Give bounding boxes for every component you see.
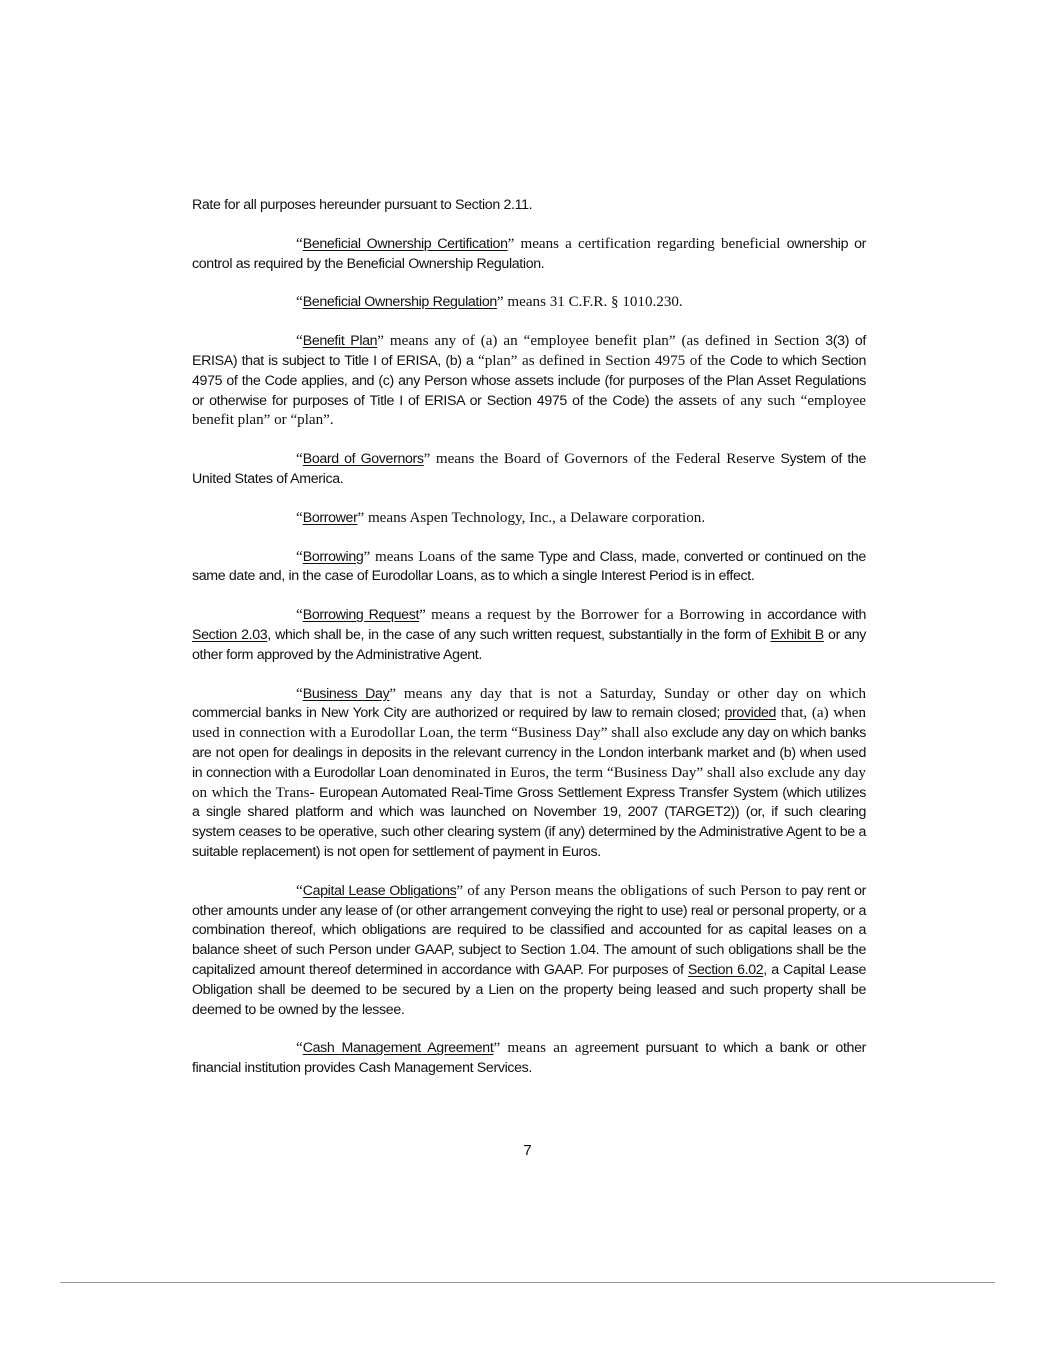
page-number: 7: [523, 1142, 532, 1159]
definition-lead: ” means a request by the Borrower for a Borrowing in: [419, 607, 762, 624]
definition-lead: ” means a certification regarding beneficial: [507, 235, 781, 252]
defined-term: Benefit Plan: [302, 333, 378, 350]
definition-body: exclude any day on which banks are not open for dealings in deposits in the relevant currency in the London interbank market and (b) when used in connection with a Eurodollar Loan: [192, 725, 866, 781]
definition-body: other financial institution provides Cash Management Services.: [192, 1040, 866, 1077]
definition-body-serif: ts of any such “employee benefit plan” or “plan”.: [192, 392, 866, 429]
defined-term: Beneficial Ownership Regulation: [302, 294, 497, 311]
definition-lead-sans: the same Type and Class, made, converted or: [472, 548, 760, 565]
defined-term: Borrowing: [302, 548, 364, 565]
document-page: [192, 196, 866, 1098]
definition-body-serif: “plan” as defined in Section 4975 of the: [473, 352, 726, 369]
definition-body: or any other form approved by the Administrative Agent.: [192, 626, 866, 663]
definition-lead: ” means the Board of Governors of the Federal Reserve: [423, 451, 775, 468]
defined-term: Borrowing Request: [302, 607, 420, 624]
definition-board-of-governors: “Board of Governors” means the Board of Governors of the Federal Reserve System of the United States of America.: [192, 451, 866, 487]
definition-lead: ” means an agre: [493, 1040, 601, 1057]
definition-lead-sans: ement pursuant to which a bank or: [600, 1040, 829, 1057]
defined-term: Cash Management Agreement: [302, 1040, 494, 1057]
definition-body: System of the United States of America.: [192, 451, 866, 487]
intro-text: Rate for all purposes hereunder pursuant to Section 2.11.: [192, 197, 533, 213]
definition-cash-management-agreement: “Cash Management Agreement” means an agreement pursuant to which a bank or other financial institution provides Cash Management Services.: [192, 1040, 866, 1077]
definition-lead: ” means Aspen Technology, Inc., a Delaware corporation.: [357, 509, 706, 526]
defined-term: Business Day: [302, 685, 390, 702]
defined-term: Borrower: [302, 509, 358, 526]
definition-body: ownership or control as required by the Beneficial Ownership Regulation.: [192, 235, 867, 272]
page-divider: [60, 1282, 995, 1283]
definition-borrower: “Borrower” means Aspen Technology, Inc., a Delaware corporation.: [296, 509, 706, 526]
definition-capital-lease-obligations: “Capital Lease Obligations” of any Person means the obligations of such Person to pay rent or other amounts under any lease of (or other arrangement conveying the right to use) real or personal property, or a combination thereof, which obligations are required to be classified and accounted for as capital leases on a balance sheet of such Person under GAAP, subject to Section 1.04. The amount of such obligations shall be the capitalized amount thereof determined in accordance with GAAP. For purposes of Section 6.02, a Capital Lease Obligation shall be deemed to be secured by a Lien on the property being leased and such property shall be deemed to be owned by the lessee.: [192, 882, 866, 1018]
definition-lead: ” means Loans of: [363, 548, 473, 565]
definition-body: pay rent or other amounts under any lease of (or other arrangement conveying the right to use) real or personal property, or a combination thereof, which obligations are required to be classified and accounted for as capital leases on a balance sheet of such Person under GAAP, subject to Section 1.04. The amount of such obligations shall be the capitalized amount thereof determined in accordance with GAAP. For purposes of: [192, 882, 866, 978]
proviso-term: provided: [724, 705, 777, 722]
definition-body: , a Capital Lease Obligation shall be deemed to be secured by a Lien on the property being leased and such property shall be deemed to be owned by the lessee.: [192, 961, 866, 1018]
definition-lead: ” of any Person means the obligations of such Person to: [456, 882, 798, 899]
intro-paragraph: [192, 196, 866, 216]
definition-lead: ” means 31 C.F.R. § 1010.230.: [496, 294, 683, 311]
exhibit-reference: Exhibit B: [770, 626, 824, 643]
definition-body-serif: denominated in Euros, the term “Business Day” shall also exclude any day on which the Trans-: [192, 764, 866, 801]
definition-body: European Automated Real-Time Gross Settlement Express Transfer System (which utilizes a single shared platform and which was launched on November 19, 2007 (TARGET2)) (or, if such clearing system ceases to be operative, such other clearing system (if any) determined by the Administrative Agent to be a suitable replacement) is not open for settlement of payment in Euros.: [192, 784, 866, 860]
definition-body: continued on the same date and, in the case of Eurodollar Loans, as to which a single Interest Period is in effect.: [192, 548, 866, 585]
definition-lead: ” means any day that is not a Saturday, Sunday or other day on which: [389, 685, 867, 702]
section-reference: Section 2.03: [192, 626, 268, 643]
definition-body: , which shall be, in the case of any such written request, substantially in the form of: [267, 626, 771, 643]
definition-body: commercial banks in New York City are authorized or required by law to remain closed;: [192, 705, 725, 722]
definition-beneficial-ownership-regulation: “Beneficial Ownership Regulation” means 31 C.F.R. § 1010.230.: [296, 294, 683, 311]
definition-body-serif: that, (a) when used in connection with a Eurodollar Loan, the term “Business Day” shall also: [192, 705, 866, 742]
definition-beneficial-ownership-certification: “Beneficial Ownership Certification” means a certification regarding beneficial ownership or control as required by the Beneficial Ownership Regulation.: [192, 235, 867, 272]
section-reference: Section 6.02: [687, 961, 764, 978]
definition-borrowing: “Borrowing” means Loans of the same Type and Class, made, converted or continued on the same date and, in the case of Eurodollar Loans, as to which a single Interest Period is in effect.: [192, 548, 866, 585]
definition-body: accordance with: [767, 607, 866, 624]
definition-body: 3(3) of ERISA) that is subject to Title I of ERISA, (b) a: [192, 333, 866, 369]
definition-business-day: “Business Day” means any day that is not a Saturday, Sunday or other day on which commercial banks in New York City are authorized or required by law to remain closed; provided that, (a) when used in connection with a Eurodollar Loan, the term “Business Day” shall also exclude any day on which banks are not open for dealings in deposits in the relevant currency in the London interbank market and (b) when used in connection with a Eurodollar Loan denominated in Euros, the term “Business Day” shall also exclude any day on which the Trans- European Automated Real-Time Gross Settlement Express Transfer System (which utilizes a single shared platform and which was launched on November 19, 2007 (TARGET2)) (or, if such clearing system ceases to be operative, such other clearing system (if any) determined by the Administrative Agent to be a suitable replacement) is not open for settlement of payment in Euros.: [192, 685, 867, 860]
defined-term: Beneficial Ownership Certification: [302, 235, 508, 252]
defined-term: Board of Governors: [302, 451, 424, 468]
definition-benefit-plan: “Benefit Plan” means any of (a) an “employee benefit plan” (as defined in Section 3(3) of ERISA) that is subject to Title I of ERISA, (b) a “plan” as defined in Section 4975 of the Code to which Section 4975 of the Code applies, and (c) any Person whose assets include (for purposes of the Plan Asset Regulations or otherwise for purposes of Title I of ERISA or Section 4975 of the Code) the assets of any such “employee benefit plan” or “plan”.: [192, 333, 866, 429]
definition-borrowing-request: “Borrowing Request” means a request by the Borrower for a Borrowing in accordance with Section 2.03, which shall be, in the case of any such written request, substantially in the form of Exhibit B or any other form approved by the Administrative Agent.: [192, 607, 866, 663]
definition-body: Code to which Section 4975 of the Code applies, and (c) any Person whose assets include (for purposes of the Plan Asset Regulations or otherwise for purposes of Title I of ERISA or Section 4975 of the Code) the asse: [192, 352, 866, 409]
defined-term: Capital Lease Obligations: [302, 882, 457, 899]
definition-lead: ” means any of (a) an “employee benefit plan” (as defined in Section: [377, 333, 820, 350]
